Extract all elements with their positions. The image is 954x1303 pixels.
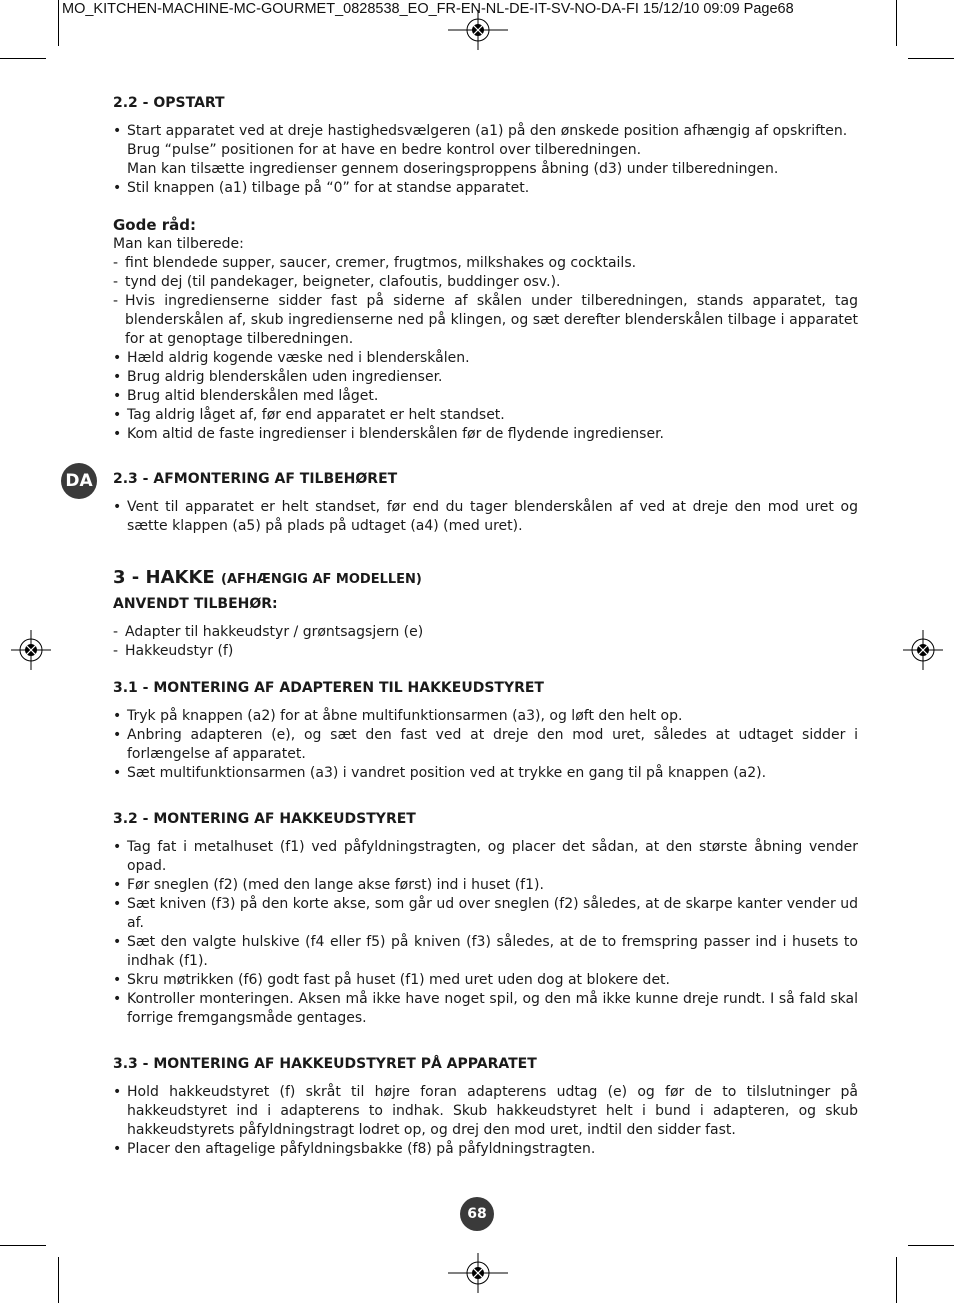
list-item: • Sæt kniven (f3) på den korte akse, som går ud over sneglen (f2) således, at de skarpe kanter vender ud af. — [113, 895, 858, 933]
crop-mark — [908, 1245, 954, 1246]
chapter-title — [113, 567, 858, 591]
list-item: • Hæld aldrig kogende væske ned i blenderskålen. — [113, 349, 858, 368]
tips-title: Gode råd: — [113, 216, 197, 234]
list-item-text: Start apparatet ved at dreje hastighedsvælgeren (a1) på den ønskede position afhængig af opskriften. — [127, 123, 848, 139]
crop-mark — [908, 58, 954, 59]
list-item: • Tryk på knappen (a2) for at åbne multifunktionsarmen (a3), og løft den helt op. — [113, 707, 858, 726]
bullet-list — [113, 498, 858, 536]
list-item: - Adapter til hakkeudstyr / grøntsagsjern (e) — [113, 623, 858, 642]
list-item: • Vent til apparatet er helt standset, før end du tager blenderskålen af ved at dreje den mod uret og sætte klappen (a5) på plads på udtaget (a4) (med uret). — [113, 498, 858, 536]
crop-mark — [0, 1245, 46, 1246]
list-item: • Placer den aftagelige påfyldningsbakke (f8) på påfyldningstragten. — [113, 1140, 858, 1159]
registration-mark-icon — [448, 1253, 508, 1293]
list-item: - fint blendede supper, saucer, cremer, frugtmos, milkshakes og cocktails. — [113, 254, 858, 273]
list-item: • Sæt multifunktionsarmen (a3) i vandret position ved at trykke en gang til på knappen (a2). — [113, 764, 858, 783]
accessories-label: ANVENDT TILBEHØR: — [113, 596, 278, 612]
list-item: • Før sneglen (f2) (med den lange akse først) ind i huset (f1). — [113, 876, 858, 895]
list-item: • Kontroller monteringen. Aksen må ikke have noget spil, og den må ikke kunne dreje rundt. I så fald skal forrige fremgangsmåde gentages. — [113, 990, 858, 1028]
list-item: - Hvis ingredienserne sidder fast på siderne af skålen under tilberedningen, stands apparatet, tag blenderskålen af, skub ingredienserne ned på klingen, og sæt derefter blenderskålen tilbage i apparatet for at genoptage tilberedningen. — [113, 292, 858, 349]
crop-mark — [58, 0, 59, 46]
registration-mark-icon — [11, 630, 51, 670]
section-title: 2.2 - OPSTART — [113, 95, 225, 111]
tips-intro: Man kan tilberede: — [113, 236, 244, 252]
section-3-1 — [113, 679, 858, 783]
section-3 — [113, 567, 858, 661]
list-item: • Tag fat i metalhuset (f1) ved påfyldningstragten, og placer det sådan, at den største åbning vender opad. — [113, 838, 858, 876]
dash-list — [113, 623, 858, 661]
bullet-list — [113, 838, 858, 1028]
list-item — [113, 122, 858, 179]
list-item: • Hold hakkeudstyret (f) skråt til højre foran adapterens udtag (e) og før de to tilslutninger på hakkeudstyret ind i adapterens to indhak. Skub hakkeudstyret helt i bund i adapteren, og skub hakkeudstyrets påfyldningstragt lodret op, og drej den mod uret, indtil den sidder fast. — [113, 1083, 858, 1140]
manual-page-content — [113, 94, 858, 1159]
list-item: • Brug altid blenderskålen med låget. — [113, 387, 858, 406]
section-3-3 — [113, 1055, 858, 1159]
section-title: 3.2 - MONTERING AF HAKKEUDSTYRET — [113, 811, 416, 827]
chapter-title-text: 3 - HAKKE — [113, 567, 215, 588]
page-number-badge: 68 — [460, 1197, 494, 1231]
list-item: • Anbring adapteren (e), og sæt den fast ved at dreje den mod uret, således at udtaget sidder i forlængelse af apparatet. — [113, 726, 858, 764]
section-2-2 — [113, 94, 858, 198]
list-item: • Skru møtrikken (f6) godt fast på huset (f1) med uret uden dog at blokere det. — [113, 971, 858, 990]
section-title: 2.3 - AFMONTERING AF TILBEHØRET — [113, 471, 398, 487]
list-item-text: Man kan tilsætte ingredienser gennem doseringsproppens åbning (d3) under tilberedningen. — [127, 161, 779, 177]
bullet-list — [113, 707, 858, 783]
section-title: 3.1 - MONTERING AF ADAPTEREN TIL HAKKEUDSTYRET — [113, 680, 544, 696]
list-item: - Hakkeudstyr (f) — [113, 642, 858, 661]
list-item-text: Brug “pulse” positionen for at have en bedre kontrol over tilberedningen. — [127, 142, 642, 158]
bullet-list — [113, 349, 858, 444]
list-item: • Tag aldrig låget af, før end apparatet er helt standset. — [113, 406, 858, 425]
tips-block — [113, 216, 858, 444]
chapter-title-suffix: (AFHÆNGIG AF MODELLEN) — [221, 572, 422, 587]
crop-mark — [896, 1257, 897, 1303]
list-item: • Sæt den valgte hulskive (f4 eller f5) på kniven (f3) således, at de to fremspring passer ind i husets to indhak (f1). — [113, 933, 858, 971]
list-item: • Brug aldrig blenderskålen uden ingredienser. — [113, 368, 858, 387]
crop-mark — [896, 0, 897, 46]
section-2-3 — [113, 470, 858, 536]
list-item: • Stil knappen (a1) tilbage på “0” for at standse apparatet. — [113, 179, 858, 198]
registration-mark-icon — [903, 630, 943, 670]
crop-mark — [0, 58, 46, 59]
list-item: - tynd dej (til pandekager, beigneter, clafoutis, buddinger osv.). — [113, 273, 858, 292]
section-title: 3.3 - MONTERING AF HAKKEUDSTYRET PÅ APPARATET — [113, 1056, 537, 1072]
dash-list — [113, 254, 858, 349]
list-item: • Kom altid de faste ingredienser i blenderskålen før de flydende ingredienser. — [113, 425, 858, 444]
print-slug-header: MO_KITCHEN-MACHINE-MC-GOURMET_0828538_EO_FR-EN-NL-DE-IT-SV-NO-DA-FI 15/12/10 09:09 Page68 — [62, 1, 794, 17]
section-3-2 — [113, 810, 858, 1028]
bullet-list — [113, 122, 858, 198]
language-badge: DA — [61, 463, 97, 499]
bullet-list — [113, 1083, 858, 1159]
crop-mark — [58, 1257, 59, 1303]
